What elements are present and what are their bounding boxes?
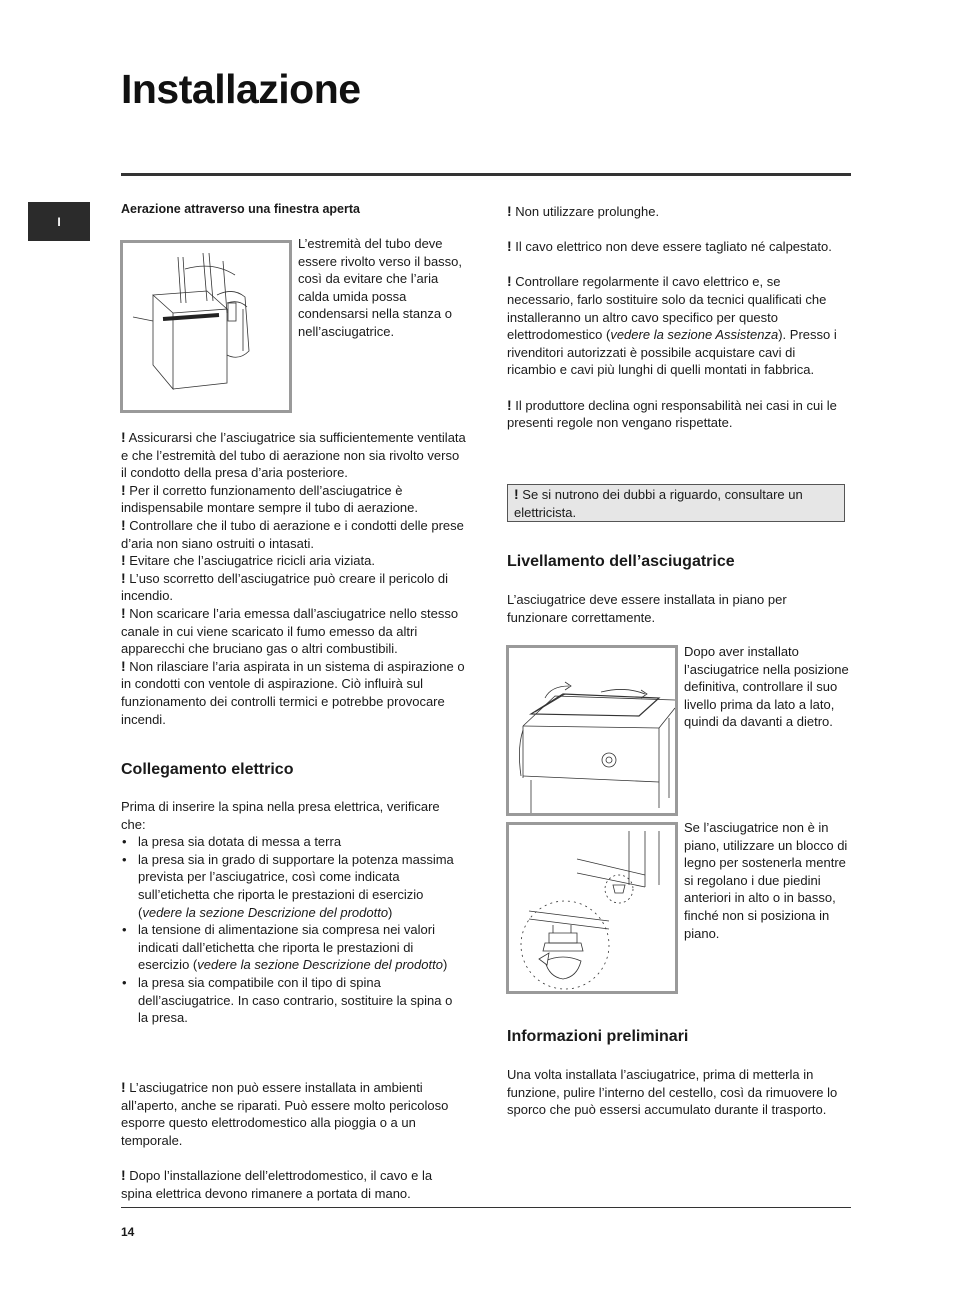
bottom-rule xyxy=(121,1207,851,1208)
aeration-heading: Aerazione attraverso una finestra aperta xyxy=(121,202,360,216)
leveling-figure2-caption: Se l’asciugatrice non è in piano, utilizzare un blocco di legno per sostenerla mentre si regolano i due piedini anteriori in alto o in basso, finché non si posiziona in piano. xyxy=(684,820,848,941)
list-item: • la presa sia dotata di messa a terra xyxy=(121,833,461,851)
prelim-section xyxy=(507,1028,845,1046)
page-title: Installazione xyxy=(121,66,361,112)
dryer-level-top-illustration xyxy=(506,645,678,816)
dryer-foot-adjust-illustration xyxy=(506,822,678,994)
electric-heading: Collegamento elettrico xyxy=(121,761,294,778)
electric-section xyxy=(121,761,461,779)
warning-mark: ! xyxy=(121,516,126,533)
warning-item: ! Controllare regolarmente il cavo elettrico e, se necessario, farlo sostituire solo da tecnici qualificati che installeranno un altro cavo specifico per questo elettrodomestico (vedere la sezione Assistenza). Presso i rivenditori autorizzati è possibile acquistare cavi di ricambio e cavi più lunghi di quelli montati in fabbrica. xyxy=(507,273,837,378)
warning-mark: ! xyxy=(121,569,126,586)
warning-mark: ! xyxy=(121,1079,126,1095)
outdoor-warning: ! L’asciugatrice non può essere installata in ambienti all’aperto, anche se riparati. Può essere molto pericoloso esporre questo elettrodomestico alla pioggia o a un temporale. xyxy=(121,1079,449,1148)
dryer-vent-drawing xyxy=(123,243,289,410)
aeration-figure-caption: L’estremità del tubo deve essere rivolto verso il basso, così da evitare che l’aria calda umida possa condensarsi nella stanza o nell’asciugatrice. xyxy=(298,236,463,339)
list-item: • la tensione di alimentazione sia compresa nei valori indicati dall’etichetta che riporta le prestazioni di esercizio (vedere la sezione Descrizione del prodotto) xyxy=(121,921,461,974)
prelim-heading: Informazioni preliminari xyxy=(507,1028,689,1045)
list-item: • la presa sia in grado di supportare la potenza massima prevista per l’asciugatrice, così come indicata sull’etichetta che riporta le prestazioni di esercizio (vedere la sezione Descrizione del prodotto) xyxy=(121,851,461,921)
warning-item: ! Non utilizzare prolunghe. xyxy=(507,203,660,219)
warning-item: ! Il produttore declina ogni responsabilità nei casi in cui le presenti regole non vengano rispettate. xyxy=(507,396,837,431)
aeration-heading-block xyxy=(121,201,461,219)
electric-intro: Prima di inserire la spina nella presa elettrica, verificare che: xyxy=(121,799,440,832)
prelim-text: Una volta installata l’asciugatrice, prima di metterla in funzione, pulire l’interno del cestello, così da rimuovere lo sporco che può essersi accumulato durante il trasporto. xyxy=(507,1067,838,1118)
prelim-body xyxy=(507,1066,847,1119)
warning-mark: ! xyxy=(121,604,126,621)
cable-warnings xyxy=(507,203,845,432)
warning-item: ! L’uso scorretto dell’asciugatrice può creare il pericolo di incendio. xyxy=(121,569,448,604)
page-number: 14 xyxy=(121,1225,135,1239)
warning-mark: ! xyxy=(121,552,126,569)
language-tab: I xyxy=(28,202,90,241)
warning-mark: ! xyxy=(121,429,126,445)
warning-item: ! Assicurarsi che l’asciugatrice sia sufficientemente ventilata e che l’estremità del tubo di aerazione non sia rivolto verso il condotto della presa d’aria posteriore. xyxy=(121,429,466,481)
leveling-figure1-caption: Dopo aver installato l’asciugatrice nella posizione definitiva, controllare il suo livello prima da lato a lato, quindi da davanti a dietro. xyxy=(684,644,849,730)
foot-adjust-drawing xyxy=(509,825,675,991)
spirit-level-drawing xyxy=(509,648,675,813)
warning-item: ! Non scaricare l’aria emessa dall’asciugatrice nello stesso canale in cui viene scaricato il fumo emesso da altri apparecchi che bruciano gas o altri combustibili. xyxy=(121,604,459,657)
warning-item: ! Il cavo elettrico non deve essere tagliato né calpestato. xyxy=(507,238,832,255)
warning-mark: ! xyxy=(507,238,512,255)
warning-mark: ! xyxy=(121,481,126,498)
leveling-heading: Livellamento dell’asciugatrice xyxy=(507,553,735,570)
warning-item: ! Non rilasciare l’aria aspirata in un sistema di aspirazione o in condotti con ventole di aspirazione. Ciò influirà sul funzionamento dei controlli termici e potrebbe provocare incendi. xyxy=(121,657,465,727)
warning-item: ! Per il corretto funzionamento dell’asciugatrice è indispensabile montare sempre il tubo di aerazione. xyxy=(121,481,419,516)
leveling-section xyxy=(507,553,845,571)
electrician-notice-box: ! Se si nutrono dei dubbi a riguardo, consultare un elettricista. xyxy=(507,484,845,522)
warning-mark: ! xyxy=(121,1167,126,1183)
warning-mark: ! xyxy=(507,396,512,413)
aeration-warnings xyxy=(121,429,466,728)
electric-checklist xyxy=(121,833,461,1027)
top-rule xyxy=(121,173,851,176)
warning-item: ! Evitare che l’asciugatrice ricicli aria viziata. xyxy=(121,552,375,569)
dryer-window-vent-illustration xyxy=(120,240,292,413)
reach-warning: ! Dopo l’installazione dell’elettrodomestico, il cavo e la spina elettrica devono rimanere a portata di mano. xyxy=(121,1167,433,1201)
leveling-intro: L’asciugatrice deve essere installata in piano per funzionare correttamente. xyxy=(507,592,787,625)
warning-mark: ! xyxy=(121,657,126,674)
warning-mark: ! xyxy=(514,486,519,502)
leveling-intro-block xyxy=(507,591,837,626)
electric-body xyxy=(121,798,461,1027)
warning-mark: ! xyxy=(507,203,512,219)
list-item: • la presa sia compatibile con il tipo di spina dell’asciugatrice. In caso contrario, sostituire la spina o la presa. xyxy=(121,974,461,1027)
warning-item: ! Controllare che il tubo di aerazione e i condotti delle prese d’aria non siano ostruiti o intasati. xyxy=(121,516,464,551)
warning-mark: ! xyxy=(507,273,512,290)
